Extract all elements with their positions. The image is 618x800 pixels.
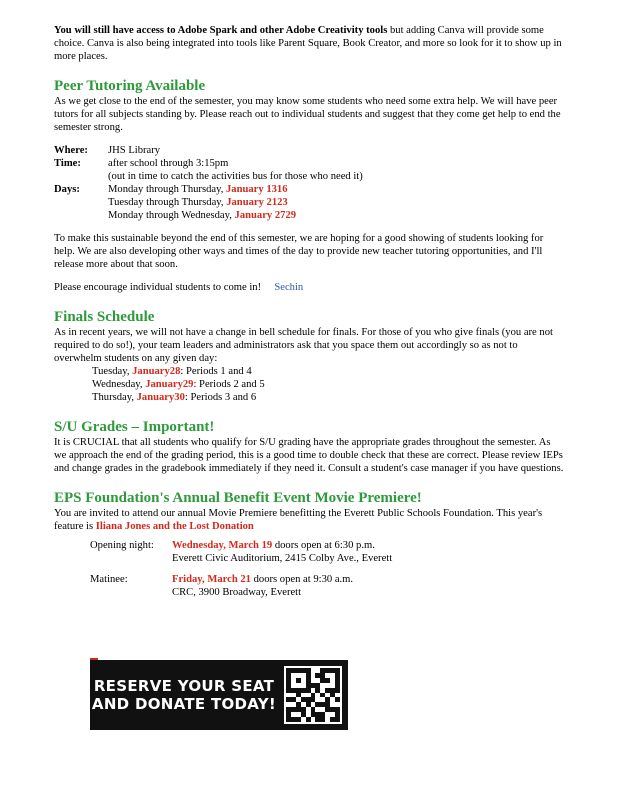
matinee-venue: CRC, 3900 Broadway, Everett <box>172 587 302 598</box>
banner-line-1: RESERVE YOUR SEAT <box>93 677 275 695</box>
encourage-line: Please encourage individual students to come in! Sechin <box>54 282 304 293</box>
where-label: Where: <box>54 145 88 156</box>
opening-label: Opening night: <box>90 540 154 551</box>
newsletter-page <box>54 24 564 599</box>
opening-date: Wednesday, March 19 <box>172 540 273 551</box>
finals-row: Tuesday, January28: Periods 1 and 4 <box>92 366 252 377</box>
finals-row: Thursday, January30: Periods 3 and 6 <box>92 392 257 403</box>
intro-rest: but adding Canva will provide some choice. Canva is also being integrated into tools like Parent Square, Book Creator, and more so look for it to show up in more places. <box>54 25 562 62</box>
event-details: Opening night: Wednesday, March 19 doors open at 6:30 p.m. Everett Civic Auditorium, 2415 Colby Ave., Everett Matinee: Friday, March 21 doors open at 9:30 a.m. CRC, 3900 Broadway, Everett <box>54 539 564 599</box>
opening-venue: Everett Civic Auditorium, 2415 Colby Ave., Everett <box>172 553 393 564</box>
where-value: JHS Library <box>108 145 161 156</box>
peer-tutoring-section <box>54 77 564 294</box>
signature-name: Sechin <box>274 282 304 293</box>
banner-text <box>90 677 278 713</box>
intro-bold: You will still have access to Adobe Spark and other Adobe Creativity tools <box>54 25 388 36</box>
matinee-date: Friday, March 21 <box>172 574 251 585</box>
finals-paragraph: As in recent years, we will not have a change in bell schedule for finals. For those of you who give finals (you are not required to do so!), your team leaders and administrators ask that you space them out accordingly so as not to overwhelm students on any given day: <box>54 327 553 364</box>
reserve-seat-banner[interactable] <box>90 660 348 730</box>
banner-line-2: AND DONATE TODAY! <box>91 695 277 713</box>
peer-tutoring-paragraph: As we get close to the end of the semester, you may know some students who need some extra help. We will have peer tutors for all subjects standing by. Please reach out to individual students and suggest that they come get help to end the semester strong. <box>54 96 561 133</box>
intro-paragraph <box>54 24 564 63</box>
time-label: Time: <box>54 158 81 169</box>
sustain-paragraph: To make this sustainable beyond the end of this semester, we are hoping for a good showing of students looking for help. We are also developing other ways and times of the day to provide new teacher tutoring opportunities, and I'll release more about that soon. <box>54 233 544 270</box>
finals-heading: Finals Schedule <box>54 309 155 325</box>
peer-tutoring-details <box>54 144 564 222</box>
time-note: (out in time to catch the activities bus for those who need it) <box>108 171 363 182</box>
eps-foundation-paragraph: You are invited to attend our annual Movie Premiere benefitting the Everett Public Schools Foundation. This year's feature is Iliana Jones and the Lost Donation <box>54 508 543 532</box>
feature-title: Iliana Jones and the Lost Donation <box>95 521 254 532</box>
days-label: Days: <box>54 184 80 195</box>
finals-row: Wednesday, January29: Periods 2 and 5 <box>92 379 265 390</box>
peer-tutoring-heading: Peer Tutoring Available <box>54 78 206 94</box>
finals-section <box>54 308 564 404</box>
qr-code-icon[interactable] <box>284 666 342 724</box>
su-grades-paragraph: It is CRUCIAL that all students who qualify for S/U grading have the appropriate grades throughout the semester. As we approach the end of the grading period, this is a good time to double check that these are correct. Please review IEPs and change grades in the gradebook immediately if they need it. Consult a student's case manager if you have questions. <box>54 437 564 474</box>
eps-foundation-section <box>54 489 564 599</box>
su-grades-section <box>54 418 564 475</box>
su-grades-heading: S/U Grades – Important! <box>54 419 215 435</box>
eps-foundation-heading: EPS Foundation's Annual Benefit Event Movie Premiere! <box>54 490 422 506</box>
days-item: Monday through Thursday, January 1316 <box>108 184 288 195</box>
days-item: Monday through Wednesday, January 2729 <box>108 210 297 221</box>
matinee-label: Matinee: <box>90 574 128 585</box>
time-value: after school through 3:15pm <box>108 158 229 169</box>
days-item: Tuesday through Thursday, January 2123 <box>108 197 288 208</box>
